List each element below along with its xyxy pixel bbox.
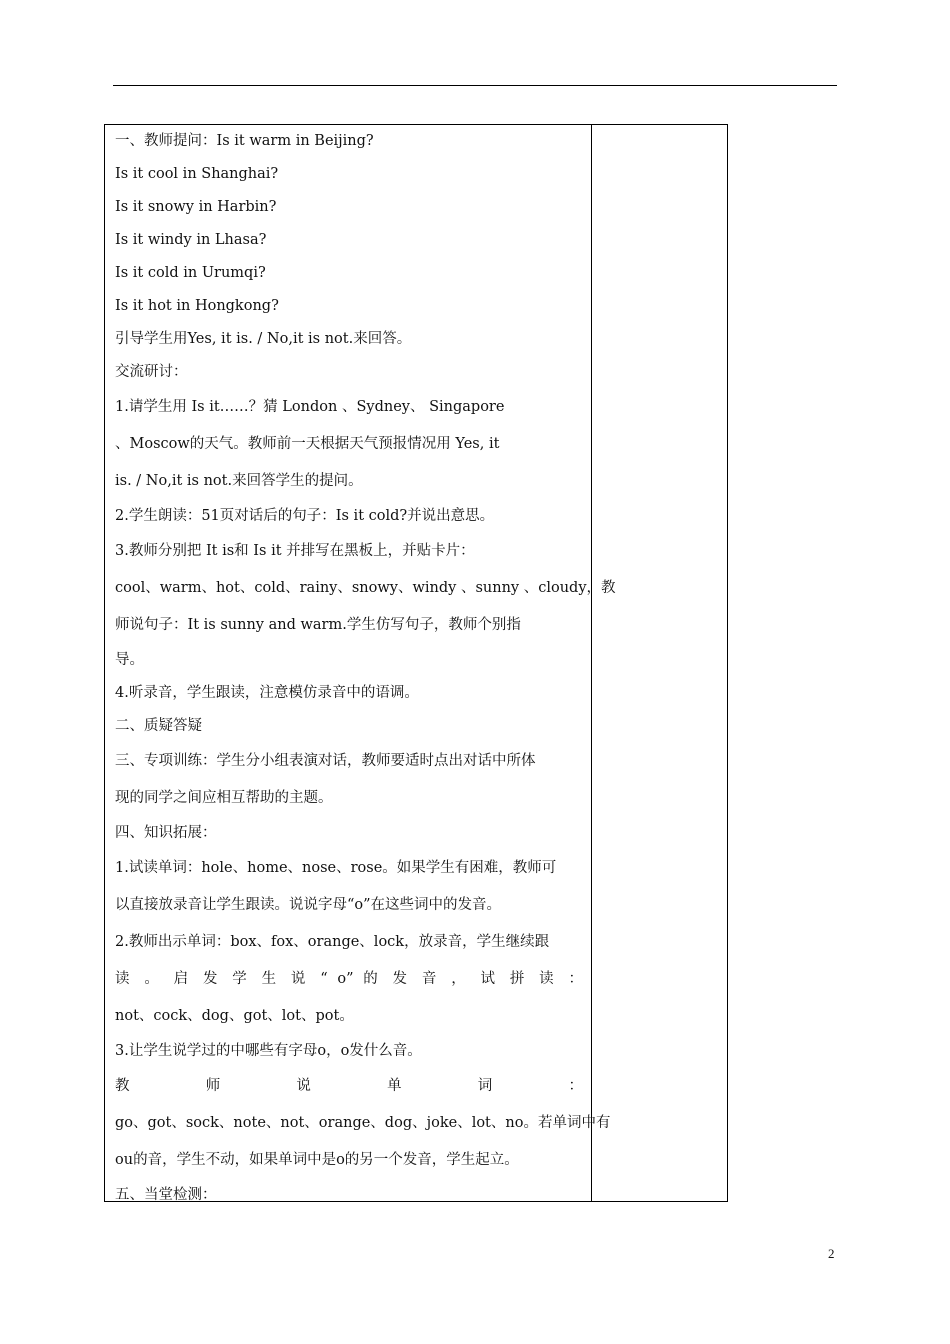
section-3-line: 三、专项训练：学生分小组表演对话，教师要适时点出对话中所体 xyxy=(115,753,536,769)
column-divider xyxy=(591,125,592,1201)
answer-guide-line: 引导学生用Yes, it is. / No,it is not.来回答。 xyxy=(115,331,412,347)
question-line: Is it cool in Shanghai? xyxy=(115,166,279,182)
question-line: Is it snowy in Harbin? xyxy=(115,199,277,215)
question-line: Is it hot in Hongkong? xyxy=(115,298,279,314)
extension-3-line: go、got、sock、note、not、orange、dog、joke、lot、no。若单词中有 xyxy=(115,1115,611,1131)
lesson-content xyxy=(115,125,616,1212)
question-intro-line: 一、教师提问：Is it warm in Beijing? xyxy=(115,133,374,149)
section-heading: 五、当堂检测： xyxy=(115,1187,217,1203)
step-1-line: 、Moscow的天气。教师前一天根据天气预报情况用 Yes, it xyxy=(115,436,500,452)
extension-1-line: 以直接放录音让学生跟读。说说字母“o”在这些词中的发音。 xyxy=(115,897,502,913)
extension-3-line: ou的音，学生不动，如果单词中是o的另一个发音，学生起立。 xyxy=(115,1152,519,1168)
step-1-line: 1.请学生用 Is it……？猜 London 、Sydney、 Singapore xyxy=(115,399,505,415)
step-2-line: 2.学生朗读：51页对话后的句子：Is it cold?并说出意思。 xyxy=(115,508,495,524)
extension-2-line: 读 。 启 发 学 生 说 “ o” 的 发 音 ， 试 拼 读 ： xyxy=(115,971,583,987)
step-3-line: 师说句子：It is sunny and warm.学生仿写句子，教师个别指 xyxy=(115,617,521,633)
step-3-line: 导。 xyxy=(115,652,144,668)
section-3-line: 现的同学之间应相互帮助的主题。 xyxy=(115,790,333,806)
header-rule xyxy=(113,85,837,86)
step-3-line: 3.教师分别把 It is和 Is it 并排写在黑板上，并贴卡片： xyxy=(115,543,475,559)
question-line: Is it cold in Urumqi? xyxy=(115,265,266,281)
extension-2-line: 2.教师出示单词：box、fox、orange、lock，放录音，学生继续跟 xyxy=(115,934,550,950)
extension-2-line: not、cock、dog、got、lot、pot。 xyxy=(115,1008,354,1024)
section-heading: 交流研讨： xyxy=(115,364,188,380)
extension-3-line: 教 师 说 单 词 ： xyxy=(115,1078,583,1094)
extension-1-line: 1.试读单词：hole、home、nose、rose。如果学生有困难，教师可 xyxy=(115,860,557,876)
question-line: Is it windy in Lhasa? xyxy=(115,232,267,248)
lesson-table xyxy=(104,124,728,1202)
step-3-line: cool、warm、hot、cold、rainy、snowy、windy 、sunny 、cloudy，教 xyxy=(115,580,616,596)
step-4-line: 4.听录音，学生跟读，注意模仿录音中的语调。 xyxy=(115,685,419,701)
section-heading: 二、质疑答疑 xyxy=(115,718,202,734)
extension-3-line: 3.让学生说学过的中哪些有字母o，o发什么音。 xyxy=(115,1043,422,1059)
section-heading: 四、知识拓展： xyxy=(115,825,217,841)
page-number: 2 xyxy=(828,1246,835,1261)
step-1-line: is. / No,it is not.来回答学生的提问。 xyxy=(115,473,363,489)
